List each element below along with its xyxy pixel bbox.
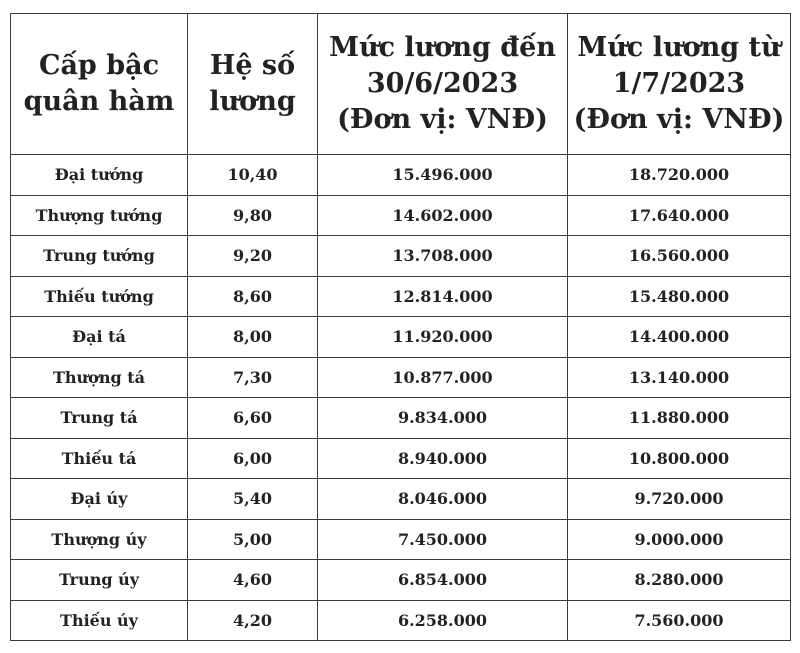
header-salary-from-line-3: (Đơn vị: VNĐ) [573, 104, 785, 135]
coefficient-cell: 7,30 [188, 357, 318, 398]
coefficient-cell: 5,40 [188, 479, 318, 520]
header-coefficient [188, 14, 318, 155]
coefficient-cell: 9,80 [188, 195, 318, 236]
table-body [11, 155, 791, 641]
salary-until-cell: 12.814.000 [318, 276, 568, 317]
rank-cell: Trung tá [11, 398, 188, 439]
rank-cell: Trung úy [11, 560, 188, 601]
header-salary-until-line-3: (Đơn vị: VNĐ) [337, 104, 548, 135]
rank-cell: Đại tướng [11, 155, 188, 196]
salary-until-cell: 10.877.000 [318, 357, 568, 398]
salary-from-cell: 14.400.000 [568, 317, 791, 358]
coefficient-cell: 6,60 [188, 398, 318, 439]
salary-until-cell: 13.708.000 [318, 236, 568, 277]
salary-from-cell: 15.480.000 [568, 276, 791, 317]
table-header-row [11, 14, 791, 155]
header-salary-from [568, 14, 791, 155]
salary-table-container [10, 13, 790, 641]
table-row [11, 276, 791, 317]
rank-cell: Đại úy [11, 479, 188, 520]
coefficient-cell: 8,60 [188, 276, 318, 317]
table-row [11, 438, 791, 479]
salary-until-cell: 6.258.000 [318, 600, 568, 641]
rank-cell: Thiếu tá [11, 438, 188, 479]
salary-until-cell: 15.496.000 [318, 155, 568, 196]
coefficient-cell: 5,00 [188, 519, 318, 560]
rank-cell: Thượng tướng [11, 195, 188, 236]
header-salary-until-line-2: 30/6/2023 [366, 68, 519, 99]
coefficient-cell: 9,20 [188, 236, 318, 277]
salary-until-cell: 8.046.000 [318, 479, 568, 520]
rank-cell: Thiếu úy [11, 600, 188, 641]
salary-until-cell: 9.834.000 [318, 398, 568, 439]
table-row [11, 479, 791, 520]
table-row [11, 317, 791, 358]
rank-cell: Thượng úy [11, 519, 188, 560]
coefficient-cell: 4,20 [188, 600, 318, 641]
salary-until-cell: 14.602.000 [318, 195, 568, 236]
salary-until-cell: 7.450.000 [318, 519, 568, 560]
header-salary-from-line-2: 1/7/2023 [612, 68, 746, 99]
salary-from-cell: 18.720.000 [568, 155, 791, 196]
salary-from-cell: 9.720.000 [568, 479, 791, 520]
header-rank-line-2: quân hàm [23, 86, 175, 117]
table-row [11, 398, 791, 439]
header-salary-until-line-1: Mức lương đến [329, 32, 556, 63]
salary-until-cell: 11.920.000 [318, 317, 568, 358]
salary-table [10, 13, 791, 641]
salary-until-cell: 6.854.000 [318, 560, 568, 601]
salary-from-cell: 8.280.000 [568, 560, 791, 601]
salary-from-cell: 16.560.000 [568, 236, 791, 277]
salary-from-cell: 7.560.000 [568, 600, 791, 641]
salary-from-cell: 11.880.000 [568, 398, 791, 439]
header-rank-line-1: Cấp bậc [38, 50, 160, 81]
rank-cell: Thiếu tướng [11, 276, 188, 317]
table-row [11, 195, 791, 236]
coefficient-cell: 8,00 [188, 317, 318, 358]
coefficient-cell: 10,40 [188, 155, 318, 196]
table-row [11, 560, 791, 601]
salary-from-cell: 17.640.000 [568, 195, 791, 236]
rank-cell: Đại tá [11, 317, 188, 358]
header-rank [11, 14, 188, 155]
rank-cell: Trung tướng [11, 236, 188, 277]
table-row [11, 600, 791, 641]
header-salary-from-line-1: Mức lương từ [577, 32, 781, 63]
coefficient-cell: 6,00 [188, 438, 318, 479]
header-coefficient-line-1: Hệ số [209, 50, 296, 81]
salary-until-cell: 8.940.000 [318, 438, 568, 479]
salary-from-cell: 10.800.000 [568, 438, 791, 479]
salary-from-cell: 9.000.000 [568, 519, 791, 560]
table-row [11, 519, 791, 560]
coefficient-cell: 4,60 [188, 560, 318, 601]
header-salary-until [318, 14, 568, 155]
table-row [11, 357, 791, 398]
rank-cell: Thượng tá [11, 357, 188, 398]
table-row [11, 155, 791, 196]
table-row [11, 236, 791, 277]
salary-from-cell: 13.140.000 [568, 357, 791, 398]
header-coefficient-line-2: lương [209, 86, 296, 117]
